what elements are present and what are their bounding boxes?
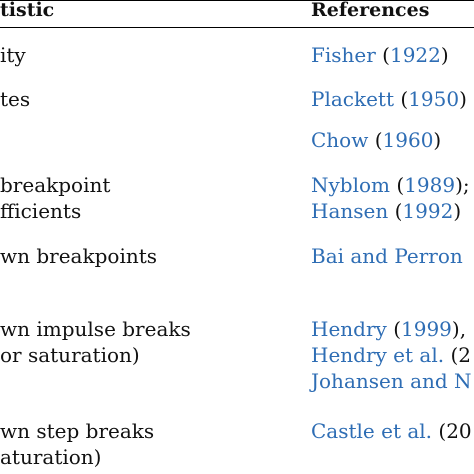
reference-punctuation: (20: [438, 419, 472, 443]
reference-punctuation: (: [400, 87, 409, 111]
reference-link[interactable]: Fisher: [311, 43, 383, 67]
reference-link[interactable]: Nyblom: [311, 173, 397, 197]
reference-punctuation: );: [455, 173, 470, 197]
reference-link[interactable]: Hendry: [311, 317, 394, 341]
reference-link[interactable]: 1950: [408, 87, 460, 111]
reference-citation[interactable]: [311, 368, 472, 394]
reference-citation[interactable]: [311, 316, 466, 342]
reference-citation[interactable]: [311, 418, 472, 444]
reference-punctuation: ): [459, 87, 467, 111]
reference-link[interactable]: 1992: [402, 199, 454, 223]
statistic-cell: aturation): [0, 445, 102, 469]
reference-link[interactable]: Chow: [311, 128, 375, 152]
reference-link[interactable]: Hendry et al.: [311, 343, 451, 367]
statistic-cell: wn step breaks: [0, 419, 155, 443]
reference-citation[interactable]: [311, 42, 449, 68]
statistic-cell: ity: [0, 43, 26, 67]
reference-link[interactable]: Plackett: [311, 87, 401, 111]
reference-punctuation: (2: [450, 343, 471, 367]
reference-link[interactable]: Hansen: [311, 199, 395, 223]
reference-citation[interactable]: [311, 342, 471, 368]
reference-punctuation: (: [374, 128, 383, 152]
reference-link[interactable]: 1999: [401, 317, 452, 341]
reference-citation[interactable]: [311, 86, 467, 112]
statistic-cell: wn impulse breaks: [0, 317, 191, 341]
reference-link[interactable]: 1922: [389, 43, 441, 67]
reference-link[interactable]: Castle et al.: [311, 419, 439, 443]
reference-citation[interactable]: [311, 172, 470, 198]
reference-link[interactable]: Bai and Perron: [311, 244, 463, 268]
statistic-cell: or saturation): [0, 343, 140, 367]
reference-punctuation: (: [394, 199, 403, 223]
reference-punctuation: ): [453, 199, 462, 223]
statistic-cell: wn breakpoints: [0, 244, 158, 268]
header-rule: [0, 27, 474, 28]
reference-citation[interactable]: [311, 127, 441, 153]
reference-citation[interactable]: [311, 243, 463, 269]
statistic-cell: breakpoint: [0, 173, 111, 197]
reference-punctuation: ): [433, 128, 442, 152]
reference-punctuation: ): [440, 43, 449, 67]
statistic-cell: fficients: [0, 199, 82, 223]
reference-citation[interactable]: [311, 198, 461, 224]
reference-punctuation: ),: [451, 317, 467, 341]
header-references: References: [311, 0, 430, 21]
header-statistic: tistic: [0, 0, 55, 21]
reference-link[interactable]: 1960: [382, 128, 434, 152]
reference-link[interactable]: Johansen and N: [311, 369, 472, 393]
statistic-cell: tes: [0, 87, 31, 111]
reference-punctuation: (: [396, 173, 405, 197]
reference-link[interactable]: 1989: [404, 173, 456, 197]
reference-punctuation: (: [382, 43, 390, 67]
reference-punctuation: (: [393, 317, 401, 341]
